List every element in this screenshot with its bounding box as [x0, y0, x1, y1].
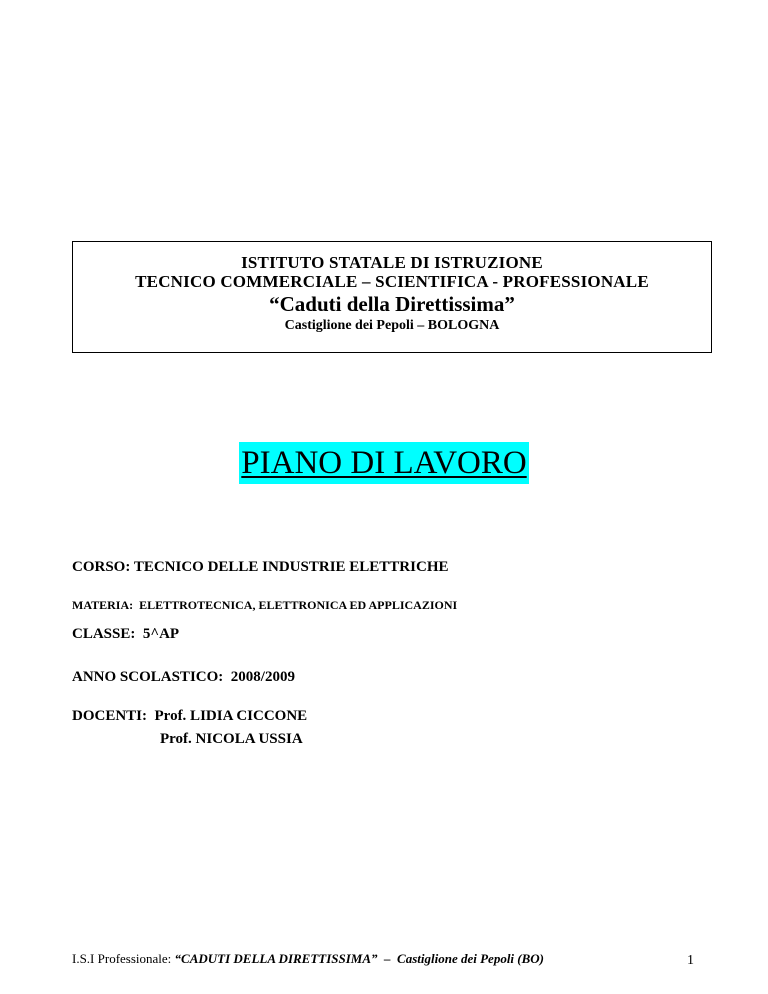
institute-type: ISTITUTO STATALE DI ISTRUZIONE: [241, 253, 543, 272]
class-field: CLASSE: 5^AP: [72, 626, 180, 642]
school-location: Castiglione dei Pepoli – BOLOGNA: [284, 318, 500, 333]
subject-field: MATERIA: ELETTROTECNICA, ELETTRONICA ED APPLICAZIONI: [72, 598, 458, 612]
school-header-box: [72, 241, 712, 353]
course-field: CORSO: TECNICO DELLE INDUSTRIE ELETTRICHE: [72, 559, 449, 575]
footer-school: “CADUTI DELLA DIRETTISSIMA”: [174, 951, 378, 966]
page-footer: [72, 951, 544, 967]
document-title: PIANO DI LAVORO: [239, 442, 528, 484]
teachers-label: DOCENTI:: [72, 708, 148, 724]
footer-place: Castiglione dei Pepoli (BO): [397, 951, 545, 966]
school-year-field: ANNO SCOLASTICO: 2008/2009: [72, 669, 295, 685]
footer-prefix: I.S.I Professionale:: [72, 951, 175, 966]
footer-separator: –: [377, 951, 398, 966]
title-wrapper: [0, 442, 768, 484]
institute-branches: TECNICO COMMERCIALE – SCIENTIFICA - PROFESSIONALE: [135, 272, 649, 291]
school-name: “Caduti della Direttissima”: [269, 292, 515, 316]
teacher-2: Prof. NICOLA USSIA: [160, 731, 303, 747]
teachers-field: [72, 708, 307, 725]
teacher-1: Prof. LIDIA CICCONE: [154, 708, 308, 724]
page-number: 1: [687, 953, 694, 968]
